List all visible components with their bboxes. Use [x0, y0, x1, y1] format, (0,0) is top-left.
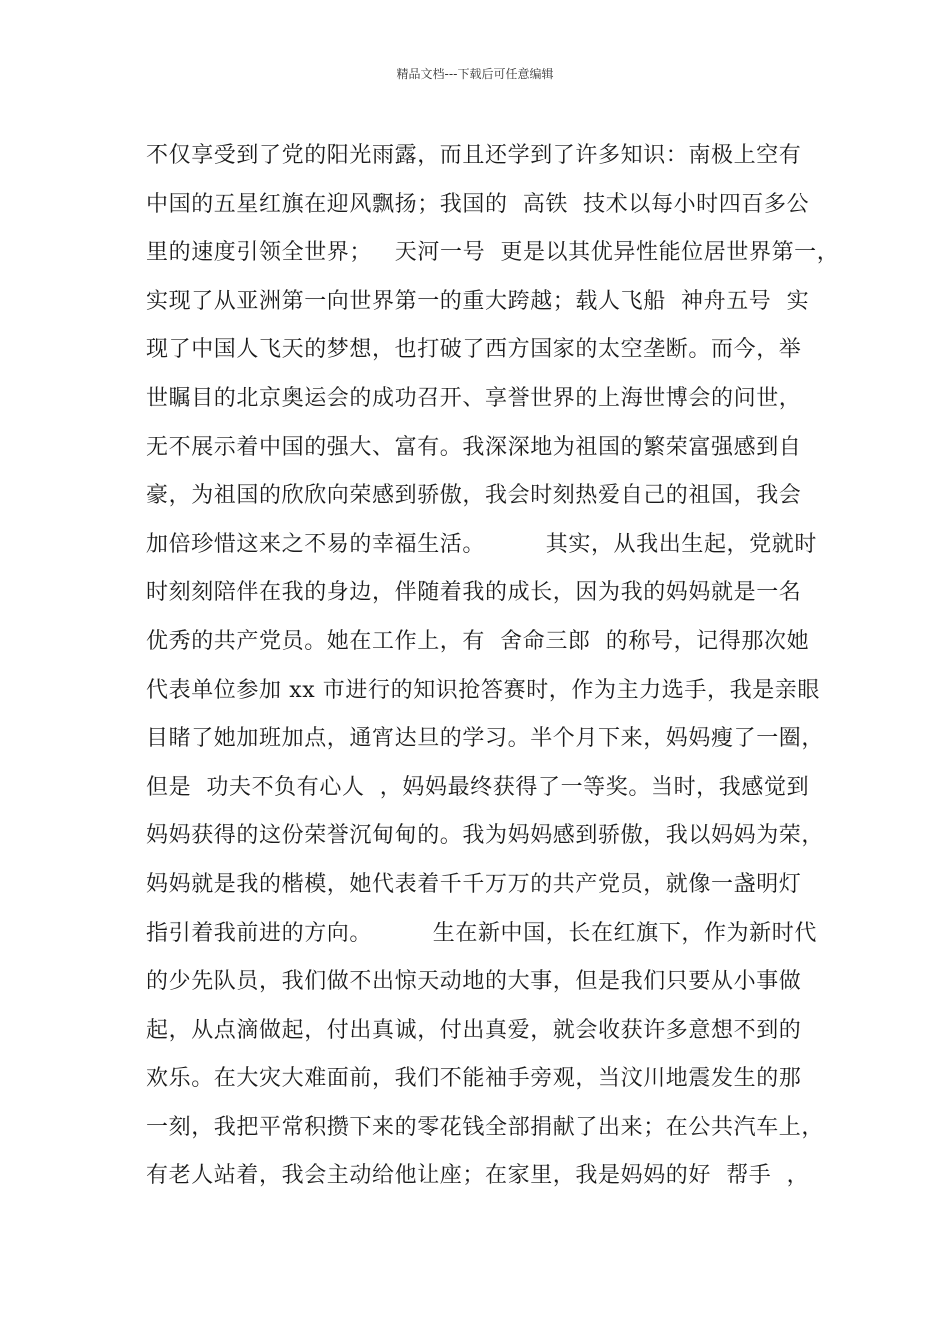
text-line: 但是 功夫不负有心人 ，妈妈最终获得了一等奖。当时，我感觉到: [146, 774, 810, 800]
text-line: 一刻，我把平常积攒下来的零花钱全部捐献了出来；在公共汽车上，: [146, 1114, 825, 1140]
body-text: [146, 132, 840, 1201]
text-line: 优秀的共产党员。她在工作上，有 舍命三郎 的称号，记得那次她: [146, 628, 810, 654]
text-line: 妈妈获得的这份荣誉沉甸甸的。我为妈妈感到骄傲，我以妈妈为荣，: [146, 823, 825, 849]
text-line: 代表单位参加 xx 市进行的知识抢答赛时，作为主力选手，我是亲眼: [146, 677, 821, 703]
text-line: 有老人站着，我会主动给他让座；在家里，我是妈妈的好 帮手 ，: [146, 1163, 810, 1189]
text-line: 的少先队员，我们做不出惊天动地的大事，但是我们只要从小事做: [146, 969, 802, 995]
text-line: 不仅享受到了党的阳光雨露，而且还学到了许多知识：南极上空有: [146, 143, 802, 168]
text-line: 加倍珍惜这来之不易的幸福生活。 其实，从我出生起，党就时: [146, 531, 817, 557]
text-line: 里的速度引领全世界； 天河一号 更是以其优异性能位居世界第一，: [146, 240, 840, 266]
text-line: 中国的五星红旗在迎风飘扬；我国的 高铁 技术以每小时四百多公: [146, 191, 810, 217]
text-line: 实现了从亚洲第一向世界第一的重大跨越；载人飞船 神舟五号 实: [146, 288, 810, 314]
text-line: 无不展示着中国的强大、富有。我深深地为祖国的繁荣富强感到自: [146, 434, 802, 460]
text-line: 目睹了她加班加点，通宵达旦的学习。半个月下来，妈妈瘦了一圈，: [146, 726, 825, 752]
text-line: 欢乐。在大灾大难面前，我们不能袖手旁观，当汶川地震发生的那: [146, 1066, 802, 1092]
text-line: 现了中国人飞天的梦想，也打破了西方国家的太空垄断。而今，举: [146, 337, 802, 363]
text-line: 世瞩目的北京奥运会的成功召开、享誉世界的上海世博会的问世，: [146, 385, 802, 411]
text-line: 豪，为祖国的欣欣向荣感到骄傲，我会时刻热爱自己的祖国，我会: [146, 483, 802, 509]
text-line: 时刻刻陪伴在我的身边，伴随着我的成长，因为我的妈妈就是一名: [146, 580, 802, 606]
text-line: 妈妈就是我的楷模，她代表着千千万万的共产党员，就像一盏明灯: [146, 871, 802, 897]
page-header: 精品文档---下载后可任意编辑: [396, 67, 554, 81]
text-line: 起，从点滴做起，付出真诚，付出真爱，就会收获许多意想不到的: [146, 1017, 802, 1043]
text-line: 指引着我前进的方向。 生在新中国，长在红旗下，作为新时代: [146, 920, 817, 946]
